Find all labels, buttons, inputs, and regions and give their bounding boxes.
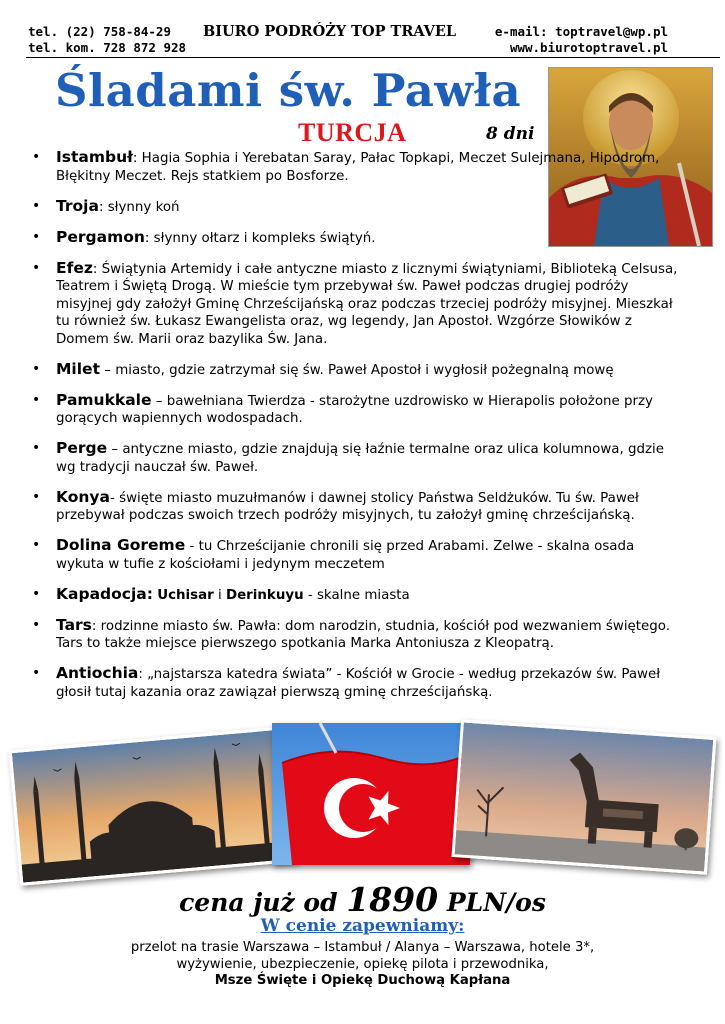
itinerary-list: [32, 149, 682, 714]
list-item: • Konya- święte miasto muzułmanów i dawnej stolicy Państwa Seldżuków. Tu św. Paweł przebywał podczas swoich trzech podróży misyjnych, tu założył gminę chrześcijańską.: [32, 487, 639, 523]
email: e-mail: toptravel@wp.pl: [494, 24, 668, 39]
bullet-icon: •: [32, 228, 41, 245]
bullet-icon: •: [32, 197, 41, 214]
header: [28, 24, 668, 56]
trojan-horse-photo: [451, 719, 716, 875]
bullet-icon: •: [32, 259, 41, 276]
list-item: • Dolina Goreme - tu Chrześcijanie chronili się przed Arabami. Zelwe - skalna osada wykuta w tufie z kościołami i jedynym meczetem: [32, 536, 635, 572]
bullet-icon: •: [32, 391, 41, 408]
mosque-photo: [9, 726, 298, 886]
bullet-icon: •: [32, 440, 41, 456]
turkish-flag-photo: [272, 723, 470, 865]
bullet-icon: •: [32, 585, 41, 602]
list-item: • Pergamon: słynny ołtarz i kompleks świątyń.: [32, 227, 376, 246]
included-list: przelot na trasie Warszawa – Istambuł / Alanya – Warszawa, hotele 3*, wyżywienie, ubezpieczenie, opiekę pilota i przewodnika, Msze Święte i Opiekę Duchową Kapłana: [130, 940, 595, 988]
included-title: W cenie zapewniamy:: [260, 916, 465, 936]
page-title: Śladami św. Pawła: [55, 64, 522, 117]
country: TURCJA: [298, 118, 407, 147]
company-name: BIURO PODRÓŻY TOP TRAVEL: [203, 23, 457, 40]
bullet-icon: •: [32, 360, 41, 377]
list-item: • Milet – miasto, gdzie zatrzymał się św. Paweł Apostoł i wygłosił pożegnalną mowę: [32, 359, 614, 378]
mobile: tel. kom. 728 872 928: [28, 40, 187, 55]
list-item: • Antiochia: „najstarsza katedra świata” - Kościół w Grocie - według przekazów św. Paweł głosił tutaj kazania oraz zawiązał pierwszą gminę chrześcijańską.: [32, 664, 661, 700]
header-divider: [26, 57, 720, 58]
list-item: • Efez: Świątynia Artemidy i całe antyczne miasto z licznymi świątyniami, Biblioteką Celsusa, Teatrem i Świętą Drogą. W mieście tym przebywał św. Paweł podczas drugiej podróży misyjnej gdy założył Gminę Chrześcijańską oraz podczas trzeciej podróży misyjnej. Mieszkał tu również św. Łukasz Ewangelista oraz, wg legendy, Jan Apostoł. Wzgórze Słowików z Domem św. Marii oraz bazylika Św. Jana.: [32, 258, 678, 347]
list-item: • Kapadocja: Uchisar i Derinkuyu - skalne miasta: [32, 584, 410, 603]
website: www.biurotoptravel.pl: [509, 40, 668, 55]
bullet-icon: •: [32, 488, 41, 505]
bullet-icon: •: [32, 616, 41, 633]
list-item: • Tars: rodzinne miasto św. Pawła: dom narodzin, studnia, kościół pod wezwaniem świętego. Tars to także miejsce pierwszego spotkania Marka Antoniusza z Kleopatrą.: [32, 615, 670, 651]
bullet-icon: •: [32, 149, 41, 165]
duration: 8 dni: [486, 124, 535, 144]
bullet-icon: •: [32, 537, 41, 553]
price: cena już od 1890 PLN/os: [179, 880, 546, 919]
phone: tel. (22) 758-84-29: [28, 24, 171, 39]
list-item: • Istambuł: Hagia Sophia i Yerebatan Saray, Pałac Topkapi, Meczet Sulejmana, Hipodrom, Błękitny Meczet. Rejs statkiem po Bosforze.: [32, 148, 660, 184]
bullet-icon: •: [32, 665, 41, 681]
list-item: • Pamukkale – bawełniana Twierdza - starożytne uzdrowisko w Hierapolis położone przy gorących wapiennych wodospadach.: [32, 390, 653, 426]
list-item: • Perge – antyczne miasto, gdzie znajdują się łaźnie termalne oraz ulica kolumnowa, gdzie wg tradycji nauczał św. Paweł.: [32, 439, 664, 475]
list-item: • Troja: słynny koń: [32, 196, 180, 215]
